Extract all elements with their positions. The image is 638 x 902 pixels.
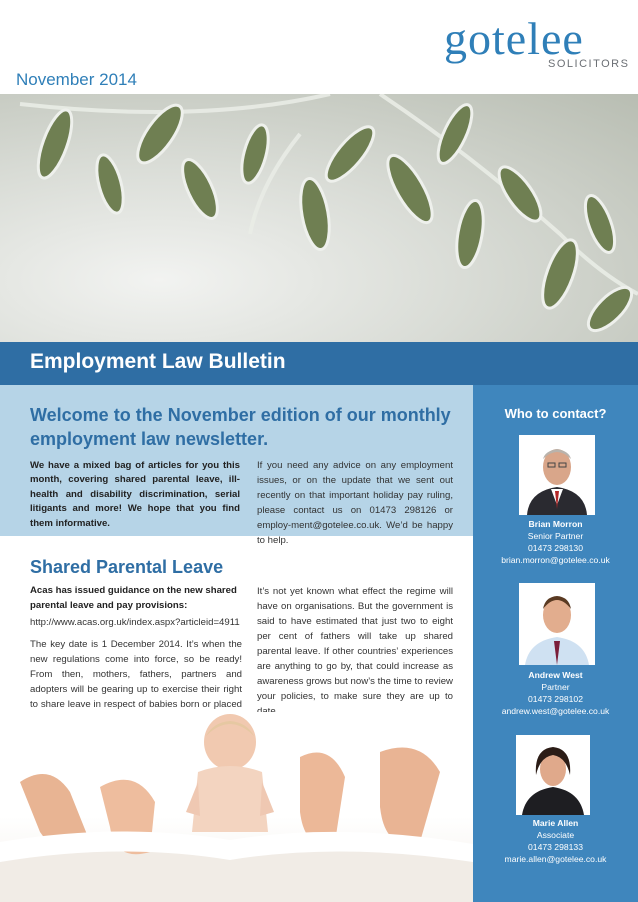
welcome-heading: Welcome to the November edition of our monthly employment law newsletter.	[30, 405, 451, 449]
contact-name: Marie Allen	[532, 818, 579, 828]
baby-and-feet-photo	[0, 712, 473, 902]
article-body-right: It’s not yet known what effect the regime will have on organisations. But the government is said to have estimated that just two to eight per cent of fathers will take up shared parental leave. If other countries’ experiences are anything to go by, that could increase as awareness grows but now’s the time to review your policies, to make sure they are up to	[257, 586, 453, 702]
contact-phone[interactable]: 01473 298130	[528, 543, 583, 553]
contact-role: Associate	[536, 830, 575, 840]
contact-email[interactable]: brian.morron@gotelee.co.uk	[501, 555, 610, 565]
article-intro: Acas has issued guidance on the new shared parental leave and pay provisions:	[30, 585, 237, 611]
brand-subtitle: SOLICITORS	[548, 58, 630, 70]
contact-role: Senior Partner	[527, 531, 584, 541]
issue-date: November 2014	[16, 70, 137, 89]
contact-name: Brian Morron	[528, 519, 583, 529]
contact-phone[interactable]: 01473 298102	[528, 694, 583, 704]
portrait-brian-morron	[519, 435, 595, 515]
portrait-marie-allen	[516, 735, 590, 815]
article-link[interactable]: http://www.acas.org.uk/index.aspx?articleid=4911	[30, 617, 240, 628]
bulletin-title: Employment Law Bulletin	[30, 350, 286, 373]
contact-name: Andrew West	[528, 670, 583, 680]
contact-email[interactable]: marie.allen@gotelee.co.uk	[504, 854, 607, 864]
article-body: The key date is 1 December 2014. It’s when the new regulations come into force, so be ready! From then, mothers, fathers, partners and adopters will be gearing up to exercise their right to share leave in respect of babies born or placed	[30, 639, 242, 710]
welcome-contact-note: If you need any advice on any employment issues, or on the update that we sent out recently on that important holiday pay ruling, please contact us on 01473 298126 or employ-ment@gotelee.co.uk. We’d be happy to help.	[257, 460, 453, 546]
contact-email[interactable]: andrew.west@gotelee.co.uk	[501, 706, 610, 716]
sidebar-heading: Who to contact?	[504, 406, 607, 421]
brand-logo: gotelee	[444, 13, 584, 64]
article-heading: Shared Parental Leave	[30, 557, 224, 577]
contact-phone[interactable]: 01473 298133	[528, 842, 583, 852]
portrait-andrew-west	[519, 583, 595, 665]
frosted-leaves-photo	[0, 94, 638, 342]
welcome-intro: We have a mixed bag of articles for you this month, covering shared parental leave, ill-health and disability discrimination, serial litigants and more! We hope that you find them informative.	[30, 460, 240, 529]
bulletin-title-bar	[0, 342, 638, 385]
contact-role: Partner	[541, 682, 570, 692]
